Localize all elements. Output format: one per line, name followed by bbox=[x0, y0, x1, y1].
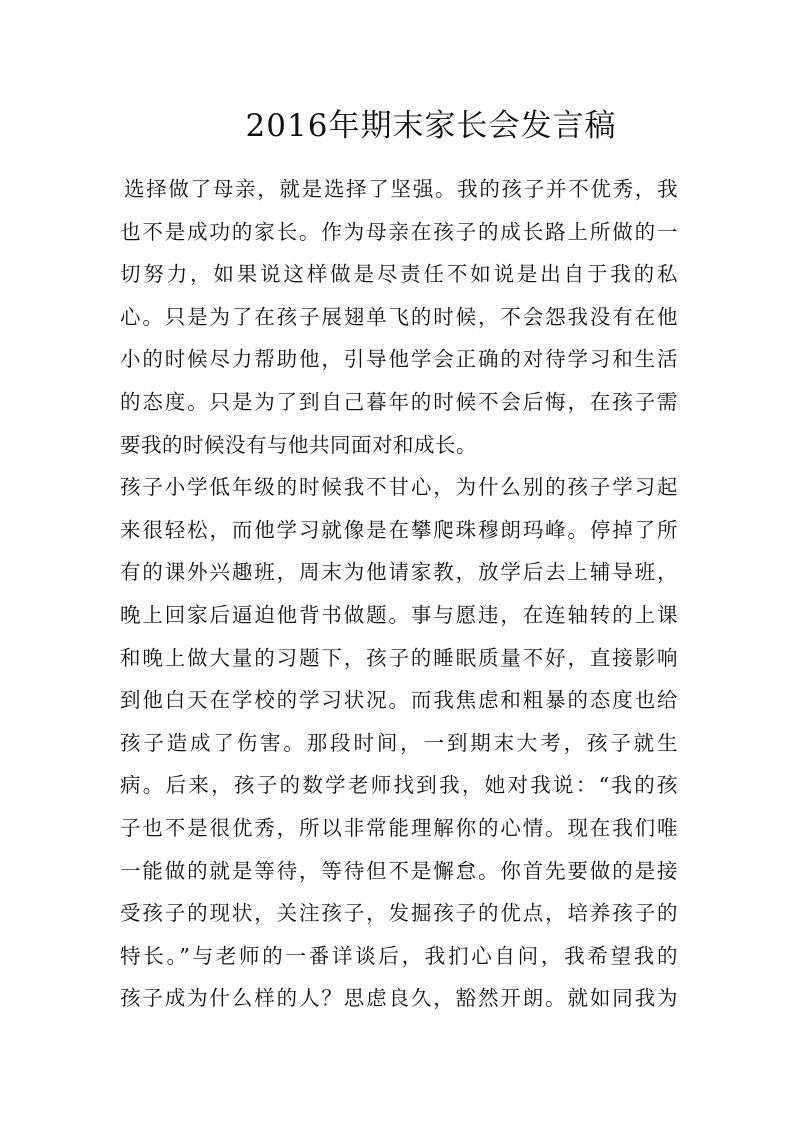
text-line: 孩子造成了伤害。那段时间，一到期末大考，孩子就生 bbox=[120, 730, 678, 755]
text-line: 孩子成为什么样的人？思虑良久，豁然开朗。就如同我为 bbox=[120, 986, 678, 1011]
document-title: 2016年期末家长会发言稿 bbox=[245, 108, 617, 144]
text-line: 病。后来，孩子的数学老师找到我，她对我说：“我的孩 bbox=[120, 773, 678, 798]
text-line: 子也不是很优秀，所以非常能理解你的心情。现在我们唯 bbox=[120, 815, 678, 840]
text-line: 有的课外兴趣班，周末为他请家教，放学后去上辅导班， bbox=[120, 560, 678, 585]
text-line: 到他白天在学校的学习状况。而我焦虑和粗暴的态度也给 bbox=[120, 688, 678, 713]
text-line: 的态度。只是为了到自己暮年的时候不会后悔，在孩子需 bbox=[120, 389, 678, 414]
text-line: 孩子小学低年级的时候我不甘心，为什么别的孩子学习起 bbox=[120, 475, 678, 500]
text-line: 晚上回家后逼迫他背书做题。事与愿违，在连轴转的上课 bbox=[120, 602, 678, 627]
text-line: 也不是成功的家长。作为母亲在孩子的成长路上所做的一 bbox=[120, 219, 678, 244]
text-line: 要我的时候没有与他共同面对和成长。 bbox=[120, 432, 477, 457]
text-line: 来很轻松，而他学习就像是在攀爬珠穆朗玛峰。停掉了所 bbox=[120, 517, 678, 542]
text-line: 选择做了母亲，就是选择了坚强。我的孩子并不优秀，我 bbox=[124, 177, 678, 201]
text-line: 心。只是为了在孩子展翅单飞的时候，不会怨我没有在他 bbox=[120, 304, 678, 329]
document-body bbox=[120, 168, 678, 1020]
text-line: 特长。”与老师的一番详谈后，我扪心自问，我希望我的 bbox=[120, 943, 678, 968]
text-line: 小的时候尽力帮助他，引导他学会正确的对待学习和生活 bbox=[120, 347, 678, 372]
text-line: 受孩子的现状，关注孩子，发掘孩子的优点，培养孩子的 bbox=[120, 901, 678, 926]
text-line: 切努力，如果说这样做是尽责任不如说是出自于我的私 bbox=[120, 262, 678, 287]
text-line: 一能做的就是等待，等待但不是懈怠。你首先要做的是接 bbox=[120, 858, 678, 883]
text-line: 和晚上做大量的习题下，孩子的睡眠质量不好，直接影响 bbox=[120, 645, 678, 670]
